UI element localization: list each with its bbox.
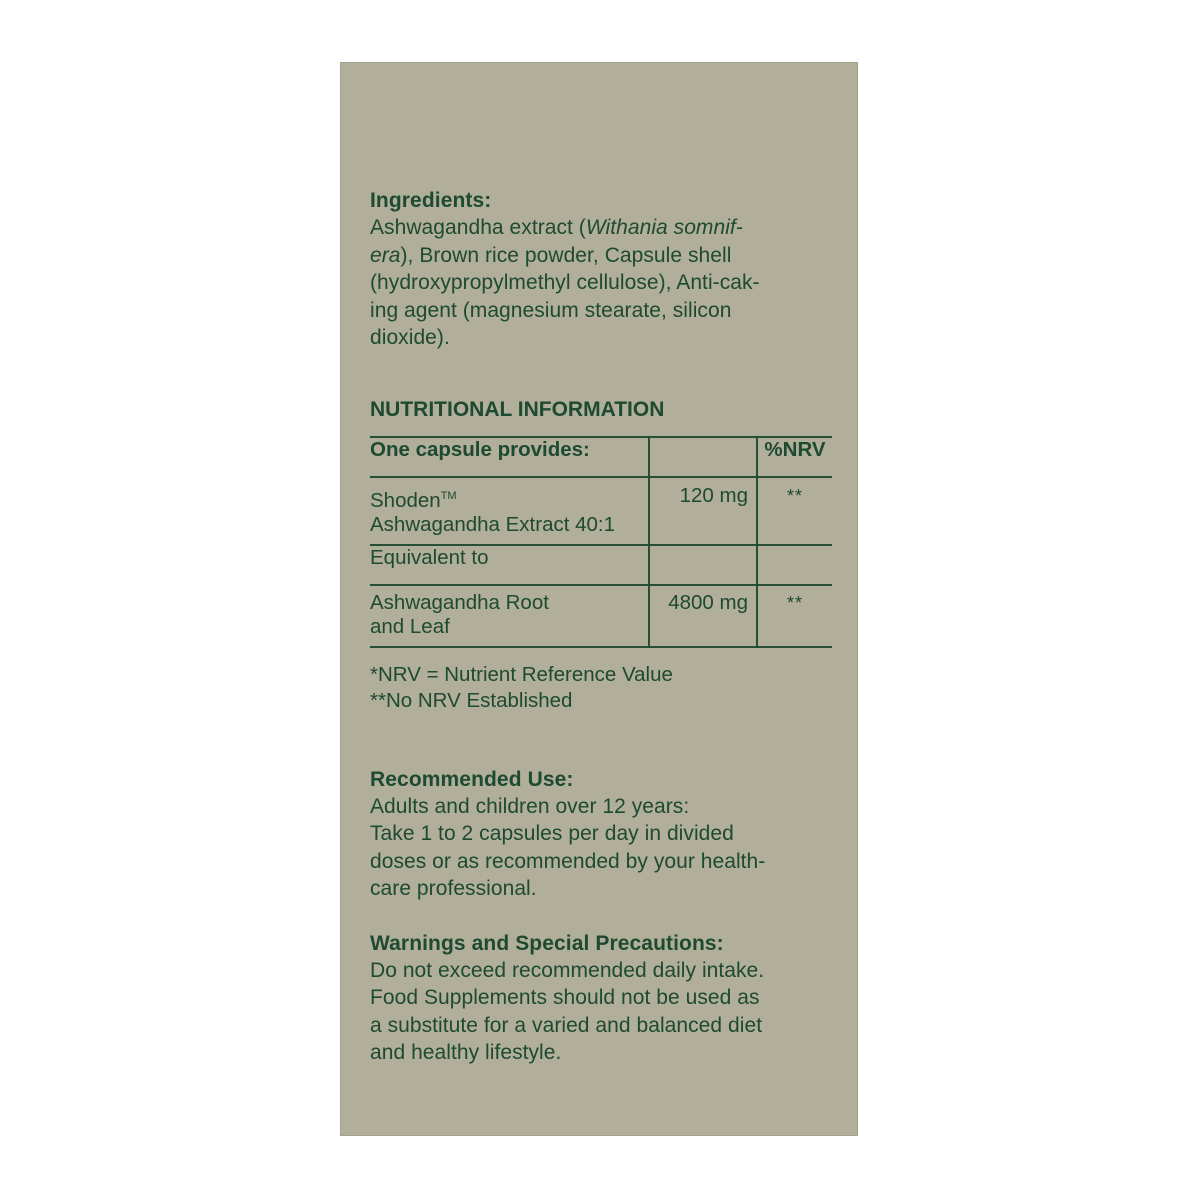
botanical-name: Withania somnif- (585, 216, 743, 239)
table-cell-nrv (757, 585, 832, 647)
ingredients-text (370, 214, 832, 352)
nutrition-table (370, 436, 832, 648)
ingredient-name: Shoden (370, 488, 441, 512)
amount-value: 120 mg (679, 483, 748, 507)
ingredients-text-part: Ashwagandha extract ( (370, 216, 586, 239)
table-cell-name (370, 477, 649, 545)
label-content (370, 187, 832, 1067)
ingredients-heading: Ingredients: (370, 189, 492, 212)
ingredients-text-part: ), Brown rice powder, Capsule shell (400, 243, 732, 267)
warnings-line: Food Supplements should not be used as (370, 986, 760, 1009)
nutrition-notes (370, 662, 832, 714)
warnings-text (370, 957, 832, 1067)
warnings-line: a substitute for a varied and balanced diet (370, 1013, 763, 1037)
ingredient-name-cont: and Leaf (370, 614, 450, 638)
warnings-line: Do not exceed recommended daily intake. (370, 958, 765, 982)
table-cell-amount (649, 585, 757, 647)
table-cell-nrv (757, 477, 832, 545)
recommended-use-heading: Recommended Use: (370, 767, 574, 791)
recommended-line: Take 1 to 2 capsules per day in divided (370, 822, 734, 845)
no-nrv-footnote: **No NRV Established (370, 688, 573, 712)
ingredients-line-1 (370, 214, 832, 242)
ingredients-line-2 (370, 242, 832, 270)
ingredients-line-3: (hydroxypropylmethyl cellulose), Anti-cak- (370, 271, 760, 294)
nrv-value: ** (786, 485, 803, 506)
header-cell-amount (649, 437, 757, 477)
recommended-use-section (370, 766, 832, 903)
botanical-name-cont: era (370, 243, 401, 267)
table-row (370, 477, 832, 545)
recommended-line: Adults and children over 12 years: (370, 794, 690, 818)
ingredient-name: Ashwagandha Root (370, 590, 549, 614)
amount-value: 4800 mg (668, 590, 748, 614)
ingredients-line-4: ing agent (magnesium stearate, silicon (370, 298, 732, 322)
recommended-use-text (370, 793, 832, 903)
table-cell-amount (649, 545, 757, 585)
table-cell-nrv (757, 545, 832, 585)
nrv-value: ** (786, 592, 803, 613)
header-cell-provides: One capsule provides: (370, 437, 649, 477)
warnings-heading: Warnings and Special Precautions: (370, 931, 724, 955)
table-cell-amount (649, 477, 757, 545)
warnings-line: and healthy lifestyle. (370, 1041, 562, 1064)
table-cell-name: Equivalent to (370, 545, 649, 585)
warnings-section (370, 930, 832, 1067)
recommended-line: doses or as recommended by your health- (370, 849, 766, 873)
ingredients-line-5: dioxide). (370, 326, 450, 349)
recommended-line: care professional. (370, 877, 537, 900)
trademark-mark: TM (440, 489, 457, 502)
table-row (370, 545, 832, 585)
product-label-panel (340, 62, 858, 1136)
ingredient-name-cont: Ashwagandha Extract 40:1 (370, 512, 616, 536)
ingredients-section (370, 187, 832, 352)
table-row (370, 585, 832, 647)
header-cell-nrv: %NRV (757, 437, 832, 477)
nutrition-title: NUTRITIONAL INFORMATION (370, 397, 665, 421)
table-header-row (370, 437, 832, 477)
table-cell-name (370, 585, 649, 647)
nrv-footnote: *NRV = Nutrient Reference Value (370, 662, 673, 686)
